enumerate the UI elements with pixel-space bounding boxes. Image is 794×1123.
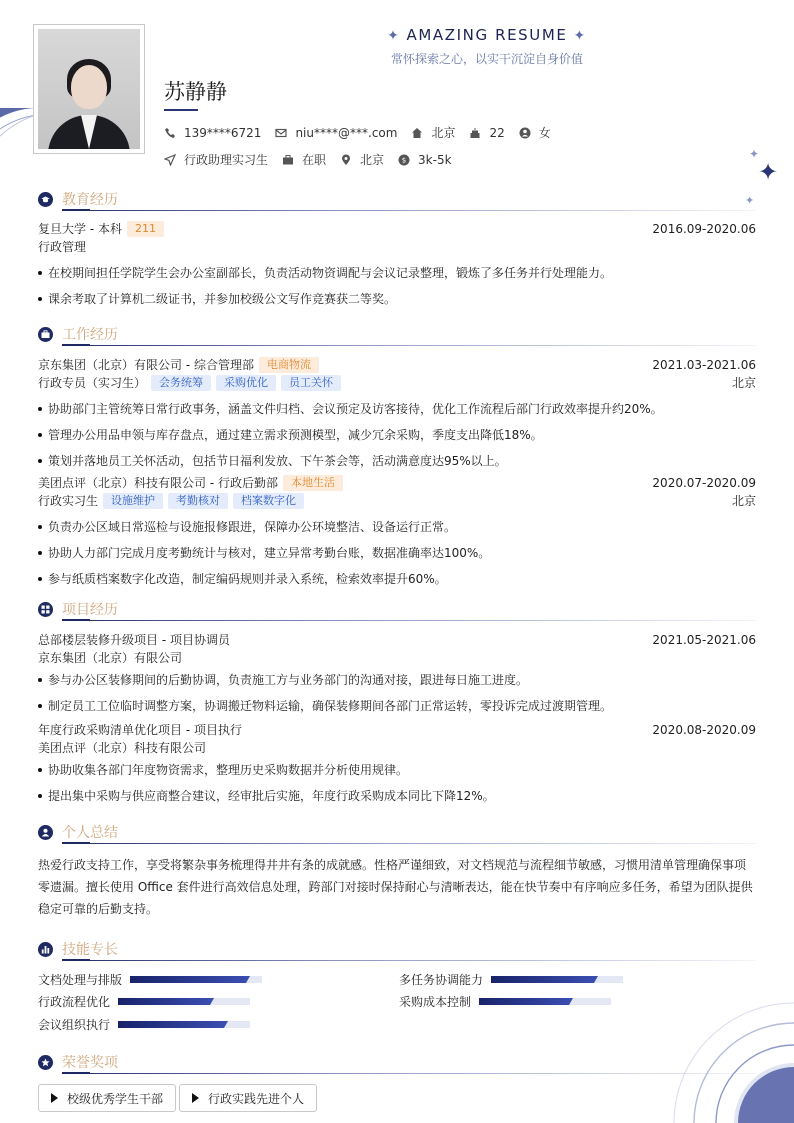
project-header-row: [38, 631, 756, 649]
work-bullet: 策划并落地员工关怀活动，包括节日福利发放、下午茶会等，活动满意度达95%以上。: [38, 452, 756, 470]
skill-name: 采购成本控制: [399, 995, 472, 1009]
brand-subtitle: 常怀探索之心，以实干沉淀自身价值: [390, 52, 583, 66]
sparkle-icon: ✦: [745, 194, 755, 207]
summary-text: 热爱行政支持工作，享受将繁杂事务梳理得井井有条的成就感。性格严谨细致，对文档规范与流程细节敏感，习惯用清单管理确保事项零遗漏。擅长使用 Office 套件进行高效信息处理，跨部门对接时保持耐心与清晰表达，能在快节奏中有序响应多任务，希望为团队提供稳定可靠的后勤支持。: [38, 858, 753, 916]
section-title: 荣誉奖项: [62, 1055, 118, 1071]
graduation-cap-icon: [38, 192, 53, 207]
company-name: 美团点评（北京）科技有限公司 - 行政后勤部: [38, 476, 278, 490]
project-entry: [38, 631, 756, 715]
job-role: 行政专员（实习生）: [38, 376, 147, 390]
industry-tag: 本地生活: [283, 475, 343, 491]
education-entry: [38, 220, 756, 308]
work-section: [38, 324, 756, 588]
section-header: [38, 324, 756, 346]
section-title: 工作经历: [62, 327, 118, 343]
project-bullet: 提出集中采购与供应商整合建议，经审批后实施，年度行政采购成本同比下降12%。: [38, 787, 756, 805]
brand-header: [0, 26, 794, 67]
school-name: 复旦大学 - 本科: [38, 222, 122, 236]
status-text: 在职: [302, 153, 327, 167]
salary-text: 3k-5k: [418, 152, 452, 167]
section-divider: [62, 345, 756, 346]
section-header: [38, 599, 756, 621]
target-city-text: 北京: [360, 153, 385, 167]
work-header-row: [38, 356, 756, 374]
skill-tag: 员工关怀: [281, 375, 341, 391]
job-intent-row: [164, 151, 466, 168]
contact-row: [164, 124, 565, 141]
job-role: 行政实习生: [38, 494, 99, 508]
play-icon: [51, 1093, 58, 1103]
project-period: 2021.05-2021.06: [652, 633, 756, 647]
work-location: 北京: [731, 376, 756, 390]
project-bullet: 制定员工工位临时调整方案，协调搬迁物料运输，确保装修期间各部门正常运转，零投诉完成过渡期管理。: [38, 697, 756, 715]
work-bullet: 协助人力部门完成月度考勤统计与核对，建立异常考勤台账，数据准确率达100%。: [38, 544, 756, 562]
phone-text: 139****6721: [184, 125, 262, 140]
project-org: 京东集团（北京）有限公司: [38, 651, 183, 665]
send-icon: [164, 154, 176, 166]
award-badge: [179, 1084, 317, 1112]
skill-level-fill: [118, 998, 210, 1005]
section-divider: [62, 843, 756, 844]
work-entry: [38, 474, 756, 588]
location-pin-icon: [340, 154, 352, 166]
work-period: 2021.03-2021.06: [652, 358, 756, 372]
skill-item: [38, 993, 250, 1010]
job-target-item: [164, 151, 268, 168]
job-target-text: 行政助理实习生: [184, 153, 269, 167]
projects-section: [38, 599, 756, 805]
award-badge: [38, 1084, 176, 1112]
skill-level-fill: [479, 998, 569, 1005]
cake-icon: [469, 127, 481, 139]
work-entry: [38, 356, 756, 470]
grid-icon: [38, 602, 53, 617]
work-period: 2020.07-2020.09: [652, 476, 756, 490]
skill-tag: 设施维护: [103, 493, 163, 509]
section-header: [38, 939, 756, 961]
education-bullet: 在校期间担任学院学生会办公室副部长，负责活动物资调配与会议记录整理，锻炼了多任务并行处理能力。: [38, 264, 756, 282]
project-title: 总部楼层装修升级项目 - 项目协调员: [38, 633, 230, 647]
section-divider: [62, 960, 756, 961]
bar-chart-icon: [38, 942, 53, 957]
salary-item: [398, 153, 452, 167]
skill-tag: 采购优化: [216, 375, 276, 391]
skill-name: 行政流程优化: [38, 995, 111, 1009]
education-header-row: [38, 220, 756, 238]
skill-level-bar: [118, 1021, 250, 1028]
section-header: [38, 1052, 756, 1074]
work-bullet: 协助部门主管统筹日常行政事务，涵盖文件归档、会议预定及访客接待，优化工作流程后部门行政效率提升约20%。: [38, 400, 756, 418]
award-icon: [38, 1055, 53, 1070]
skill-name: 多任务协调能力: [399, 973, 484, 987]
candidate-name: 苏静静: [164, 80, 227, 104]
section-title: 教育经历: [62, 192, 118, 208]
company-name: 京东集团（北京）有限公司 - 综合管理部: [38, 358, 254, 372]
industry-tag: 电商物流: [259, 357, 319, 373]
sparkle-icon: ✦: [573, 28, 587, 44]
education-section: [38, 189, 756, 308]
section-divider: [62, 1073, 756, 1074]
education-bullet: 课余考取了计算机二级证书，并参加校级公文写作竞赛获二等奖。: [38, 290, 756, 308]
project-period: 2020.08-2020.09: [652, 723, 756, 737]
section-header: [38, 189, 756, 211]
work-location: 北京: [731, 494, 756, 508]
project-entry: [38, 721, 756, 805]
skills-section: [38, 939, 756, 1032]
email-icon: [275, 127, 287, 139]
project-bullet: 协助收集各部门年度物资需求，整理历史采购数据并分析使用规律。: [38, 761, 756, 779]
award-name: 行政实践先进个人: [208, 1091, 305, 1106]
email-item: [275, 126, 397, 140]
sparkle-icon: ✦: [387, 28, 401, 44]
sparkle-icon: ✦: [758, 158, 779, 186]
skill-item: [38, 1016, 250, 1033]
brand-title: [180, 26, 794, 44]
skill-level-fill: [130, 976, 246, 983]
work-bullet: 管理办公用品申领与库存盘点，通过建立需求预测模型，减少冗余采购，季度支出降低18%。: [38, 426, 756, 444]
briefcase-icon: [38, 327, 53, 342]
skill-level-fill: [118, 1021, 224, 1028]
briefcase-icon: [282, 154, 294, 166]
work-bullet: 负责办公区域日常巡检与设施报修跟进，保障办公环境整洁、设备运行正常。: [38, 518, 756, 536]
major: 行政管理: [38, 240, 87, 254]
gender-item: [519, 124, 551, 141]
work-role-row: [38, 374, 756, 392]
status-item: [282, 151, 326, 168]
play-icon: [192, 1093, 199, 1103]
project-org: 美团点评（北京）科技有限公司: [38, 741, 207, 755]
home-icon: [411, 127, 423, 139]
section-title: 个人总结: [62, 825, 118, 841]
age-text: 22: [489, 125, 505, 140]
skill-level-bar: [479, 998, 611, 1005]
skill-level-fill: [491, 976, 594, 983]
project-title: 年度行政采购清单优化项目 - 项目执行: [38, 723, 242, 737]
city-text: 北京: [431, 126, 456, 140]
city-item: [411, 124, 455, 141]
section-divider: [62, 620, 756, 621]
gender-text: 女: [538, 126, 551, 140]
svg-text:$: $: [401, 156, 407, 165]
phone-icon: [164, 127, 176, 139]
skill-level-bar: [491, 976, 623, 983]
work-header-row: [38, 474, 756, 492]
age-item: [469, 126, 504, 140]
skill-item: [399, 993, 611, 1010]
skill-level-bar: [130, 976, 262, 983]
user-icon: [38, 825, 53, 840]
work-role-row: [38, 492, 756, 510]
project-bullet: 参与办公区装修期间的后勤协调，负责施工方与业务部门的沟通对接，跟进每日施工进度。: [38, 671, 756, 689]
person-icon: [519, 127, 531, 139]
project-header-row: [38, 721, 756, 739]
brand-title-text: AMAZING RESUME: [406, 26, 568, 44]
awards-section: [38, 1052, 756, 1112]
award-name: 校级优秀学生干部: [67, 1091, 164, 1106]
work-bullet: 参与纸质档案数字化改造，制定编码规则并录入系统，检索效率提升60%。: [38, 570, 756, 588]
school-tag: 211: [127, 221, 164, 237]
awards-list: [38, 1084, 756, 1112]
skill-item: [399, 971, 623, 988]
section-title: 技能专长: [62, 942, 118, 958]
skill-level-bar: [118, 998, 250, 1005]
skill-name: 文档处理与排版: [38, 973, 123, 987]
email-text: niu****@***.com: [295, 125, 398, 140]
skill-tag: 档案数字化: [233, 493, 304, 509]
section-divider: [62, 210, 756, 211]
name-underline: [164, 109, 198, 111]
skill-name: 会议组织执行: [38, 1018, 111, 1032]
skill-tag: 考勤核对: [168, 493, 228, 509]
sparkle-icon: ✦: [749, 147, 760, 161]
skill-item: [38, 971, 262, 988]
skill-tag: 会务统筹: [151, 375, 211, 391]
section-title: 项目经历: [62, 602, 118, 618]
target-city-item: [340, 151, 384, 168]
education-period: 2016.09-2020.06: [652, 222, 756, 236]
phone-item: [164, 126, 261, 140]
money-icon: [398, 154, 410, 166]
section-header: [38, 822, 756, 844]
summary-section: [38, 822, 756, 920]
